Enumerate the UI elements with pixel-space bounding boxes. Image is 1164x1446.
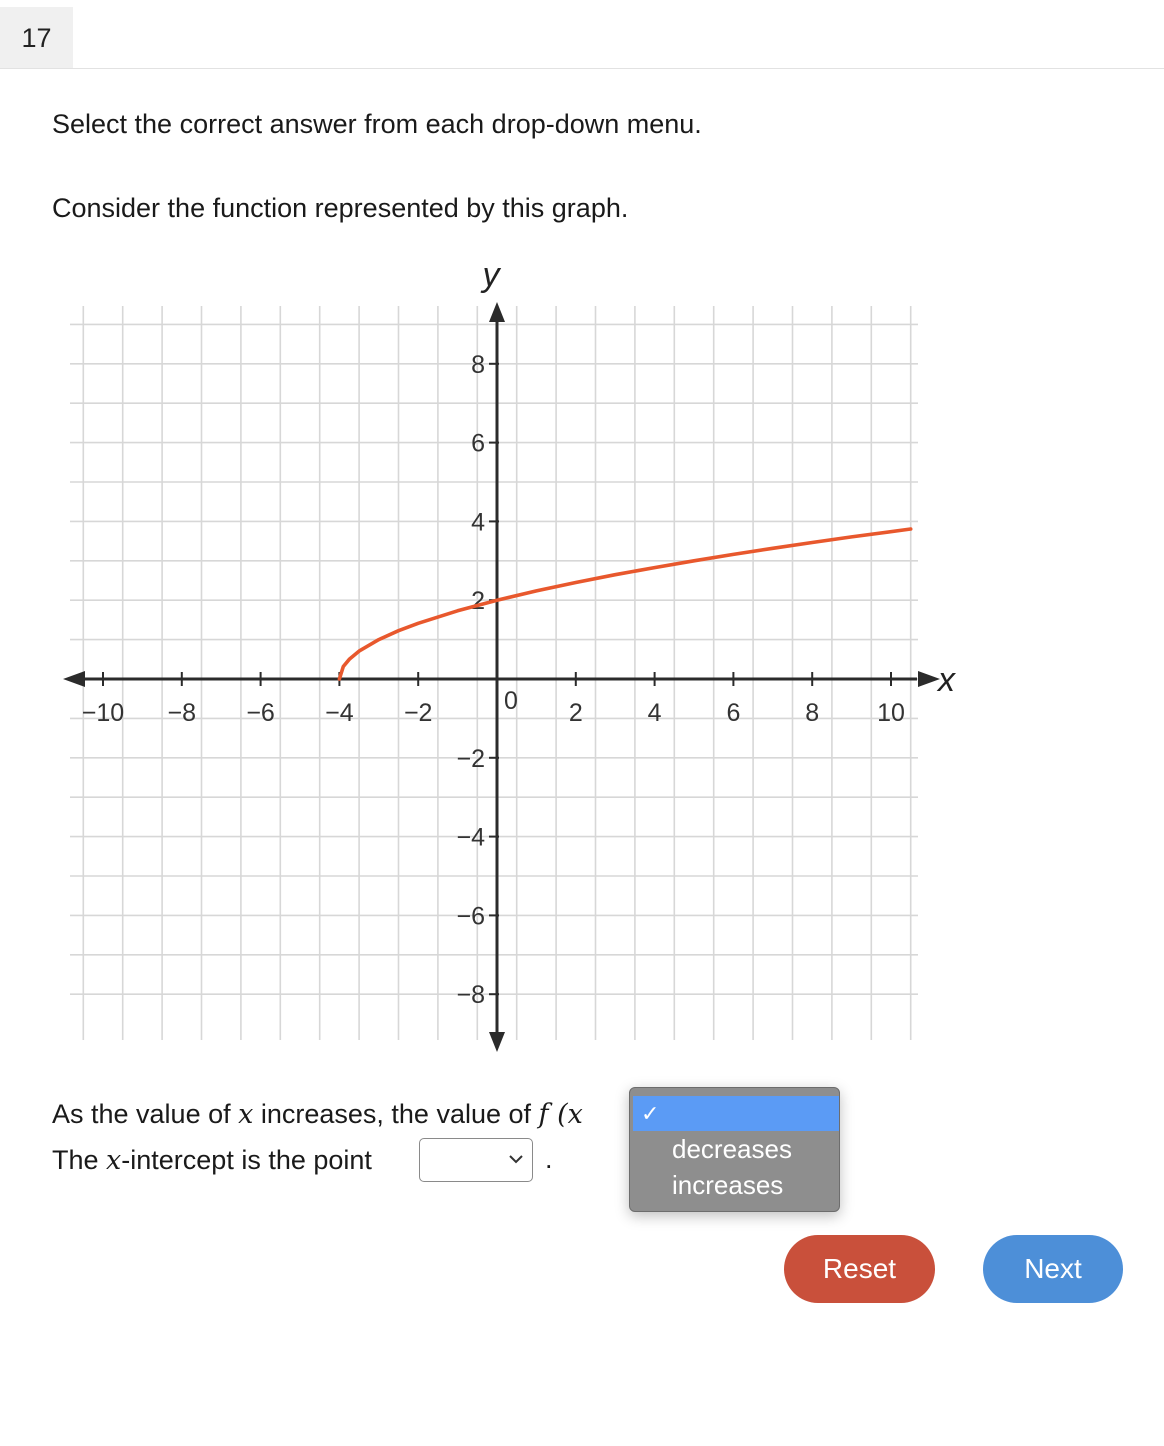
y-axis-label: y xyxy=(482,256,500,294)
sentence-1-function: f (x xyxy=(538,1099,583,1130)
chevron-down-icon xyxy=(506,1149,526,1169)
y-tick-label: 2 xyxy=(471,587,485,616)
origin-label: 0 xyxy=(504,687,518,715)
y-tick-label: 8 xyxy=(471,350,485,379)
y-axis-arrow-down xyxy=(489,1032,505,1052)
prompt-text: Consider the function represented by this graph. xyxy=(52,193,629,223)
sentence-2-period: . xyxy=(545,1144,553,1174)
y-tick-label: 4 xyxy=(471,508,485,537)
y-tick-label: −4 xyxy=(456,823,485,852)
y-tick-label: −2 xyxy=(456,744,485,773)
x-tick-label: 4 xyxy=(647,699,662,727)
sentence-2-before: The xyxy=(52,1145,107,1175)
x-axis-label: x xyxy=(938,661,955,699)
y-axis-arrow-up xyxy=(489,302,505,322)
x-tick-label: 8 xyxy=(805,699,820,727)
sentence-1-var: x xyxy=(238,1099,254,1130)
y-tick-label: 6 xyxy=(471,429,485,458)
x-tick-label: −2 xyxy=(403,699,433,727)
x-tick-label: −8 xyxy=(167,699,197,727)
sentence-1-before: As the value of xyxy=(52,1099,239,1129)
y-tick-label: −6 xyxy=(456,902,485,931)
x-tick-label: 2 xyxy=(568,699,583,727)
x-tick-label: 6 xyxy=(726,699,741,727)
dropdown-blank-option[interactable] xyxy=(633,1096,839,1131)
x-axis-arrow-right xyxy=(918,671,940,687)
function-behavior-dropdown-menu[interactable] xyxy=(629,1087,840,1212)
checkmark-icon: ✓ xyxy=(641,1101,660,1126)
header-divider xyxy=(0,68,1164,69)
x-axis-arrow-left xyxy=(63,671,85,687)
function-curve xyxy=(339,529,910,679)
function-graph xyxy=(0,240,960,1060)
sentence-2-var: x xyxy=(106,1145,122,1176)
dropdown-option-increases[interactable]: increases xyxy=(672,1170,784,1200)
question-number: 17 xyxy=(0,7,73,69)
x-tick-label: −6 xyxy=(246,699,275,727)
next-button[interactable]: Next xyxy=(983,1235,1123,1303)
sentence-2 xyxy=(52,1143,372,1178)
reset-button[interactable]: Reset xyxy=(784,1235,935,1303)
instructions-text: Select the correct answer from each drop-down menu. xyxy=(52,109,702,139)
x-tick-label: 10 xyxy=(877,699,905,727)
y-tick-label: −8 xyxy=(456,981,485,1010)
sentence-1 xyxy=(52,1097,583,1132)
dropdown-option-decreases[interactable]: decreases xyxy=(672,1134,792,1164)
sentence-1-after: increases, the value of xyxy=(253,1099,539,1129)
x-tick-label: −10 xyxy=(81,699,125,727)
sentence-2-after: -intercept is the point xyxy=(121,1145,372,1175)
x-tick-label: −4 xyxy=(325,699,354,727)
x-intercept-dropdown[interactable] xyxy=(419,1138,533,1182)
